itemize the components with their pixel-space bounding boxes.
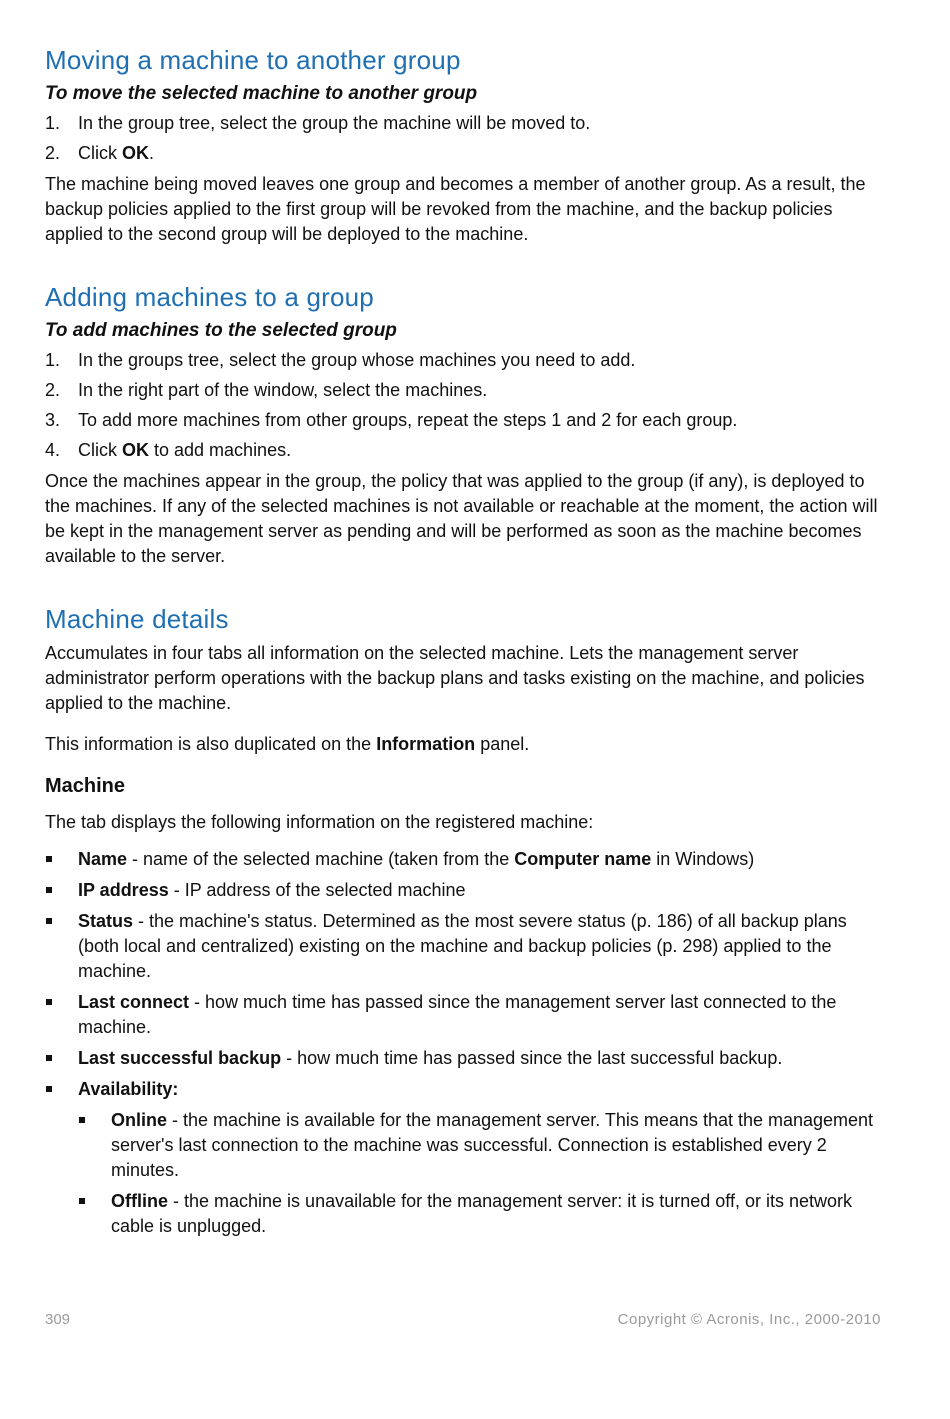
step-item: 4. Click OK to add machines.: [45, 440, 292, 460]
list-item-availability: Availability: Online - the machine is available for the management server. This means that the management server's last connection to the machine was successful. Connection is established every 2 minutes. Offline - the machine is unavailable for the management server: it is turned off, or its network cable is unplugged.: [45, 1077, 885, 1239]
copyright-notice: Copyright © Acronis, Inc., 2000-2010: [617, 1311, 881, 1328]
procedure-title-move: To move the selected machine to another group: [45, 83, 478, 104]
section-heading-adding: Adding machines to a group: [45, 282, 374, 312]
list-item: Status - the machine's status. Determined as the most severe status (p. 186) of all backup plans (both local and centralized) existing on the machine and backup policies (p. 298) applied to the machine.: [45, 909, 885, 984]
square-bullet-icon: [79, 1117, 85, 1123]
square-bullet-icon: [46, 856, 52, 862]
list-item: Last successful backup - how much time has passed since the last successful backup.: [45, 1046, 885, 1071]
square-bullet-icon: [79, 1198, 85, 1204]
square-bullet-icon: [46, 999, 52, 1005]
steps-list-move: [45, 111, 885, 166]
step-item: 1. In the group tree, select the group the machine will be moved to.: [45, 113, 591, 133]
list-item: Online - the machine is available for the management server. This means that the management server's last connection to the machine was successful. Connection is established every 2 minutes.: [78, 1108, 885, 1183]
subheading-machine: Machine: [45, 775, 126, 797]
list-item: Name - name of the selected machine (taken from the Computer name in Windows): [45, 847, 885, 872]
paragraph-move-result: The machine being moved leaves one group and becomes a member of another group. As a result, the backup policies applied to the first group will be revoked from the machine, and the backup policies applied to the second group will be deployed to the machine.: [45, 174, 866, 244]
list-item: Offline - the machine is unavailable for the management server: it is turned off, or its network cable is unplugged.: [78, 1189, 885, 1239]
document-page: [45, 40, 885, 1245]
step-item: 1. In the groups tree, select the group whose machines you need to add.: [45, 350, 636, 370]
square-bullet-icon: [46, 887, 52, 893]
steps-list-add: [45, 348, 885, 463]
paragraph-tab-intro: The tab displays the following information on the registered machine:: [45, 812, 594, 832]
section-heading-machine-details: Machine details: [45, 604, 229, 634]
paragraph-information-panel: This information is also duplicated on the Information panel.: [45, 734, 530, 754]
square-bullet-icon: [46, 918, 52, 924]
square-bullet-icon: [46, 1086, 52, 1092]
availability-sublist: [78, 1108, 885, 1239]
square-bullet-icon: [46, 1055, 52, 1061]
list-item: Last connect - how much time has passed since the management server last connected to the machine.: [45, 990, 885, 1040]
page-number: 309: [45, 1311, 71, 1328]
step-item: 2. In the right part of the window, select the machines.: [45, 380, 488, 400]
step-item: 2. Click OK.: [45, 143, 155, 163]
machine-info-list: [45, 847, 885, 1239]
step-item: 3. To add more machines from other groups, repeat the steps 1 and 2 for each group.: [45, 410, 738, 430]
procedure-title-add: To add machines to the selected group: [45, 320, 397, 341]
section-heading-moving: Moving a machine to another group: [45, 45, 461, 75]
paragraph-add-result: Once the machines appear in the group, the policy that was applied to the group (if any), is deployed to the machines. If any of the selected machines is not available or reachable at the moment, the action will be kept in the management server as pending and will be performed as soon as the machine becomes available to the server.: [45, 471, 878, 566]
list-item: IP address - IP address of the selected machine: [45, 878, 885, 903]
paragraph-details-intro: Accumulates in four tabs all information on the selected machine. Lets the management server administrator perform operations with the backup plans and tasks existing on the machine, and policies applied to the machine.: [45, 643, 865, 713]
